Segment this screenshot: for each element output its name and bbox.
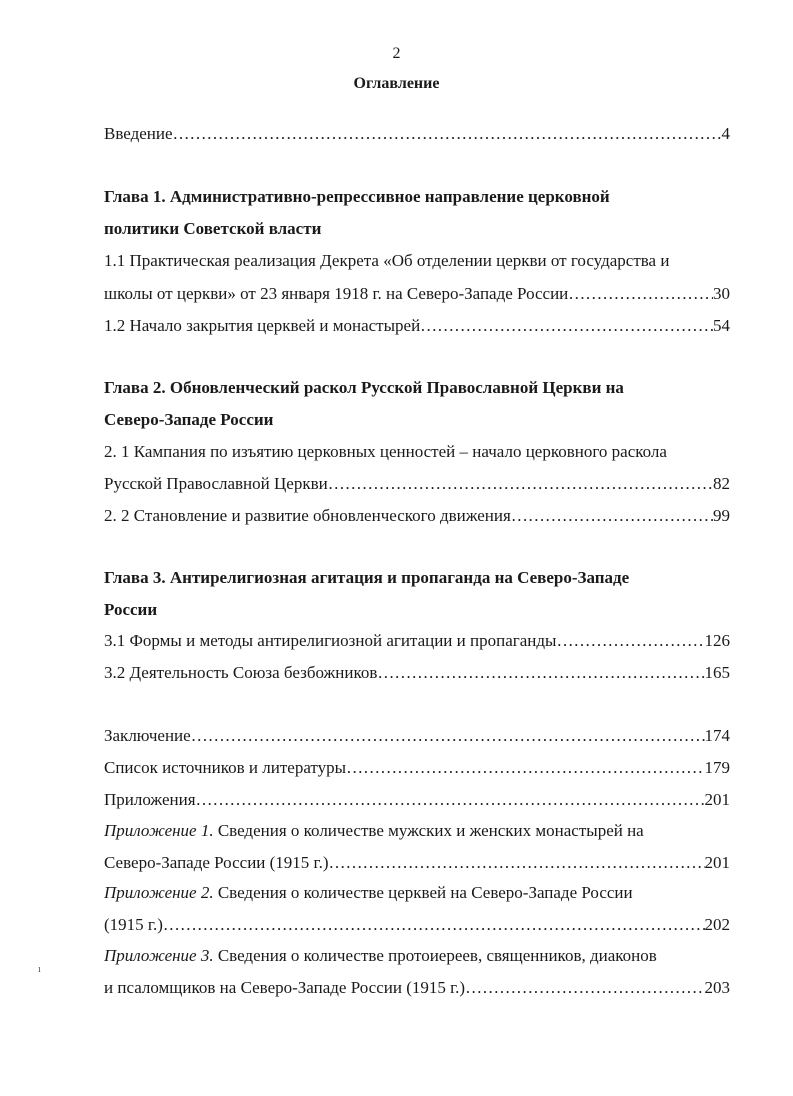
leader-dots [163, 914, 705, 936]
toc-entry-app3[interactable] [104, 945, 730, 967]
leader-dots [173, 123, 722, 145]
toc-label: Список источников и литературы [104, 758, 347, 777]
toc-entry-intro[interactable] [104, 123, 730, 145]
leader-dots [420, 315, 713, 337]
toc-entry-sources[interactable] [104, 757, 730, 779]
leader-dots [556, 630, 704, 652]
toc-page: 165 [704, 663, 730, 682]
toc-page: 201 [704, 790, 730, 809]
toc-entry-appendices[interactable] [104, 789, 730, 811]
chapter1-heading: Глава 1. Административно-репрессивное направление церковной [104, 187, 610, 206]
toc-page: 174 [704, 726, 730, 745]
toc-entry-1-1-cont[interactable] [104, 283, 730, 305]
appendix-prefix: Приложение 3. [104, 946, 214, 965]
toc-label: и псаломщиков на Северо-Западе России (1915 г.) [104, 978, 466, 997]
toc-page: 126 [704, 631, 730, 650]
chapter2-heading-cont: Северо-Западе России [104, 410, 274, 429]
leader-dots [377, 662, 704, 684]
leader-dots [329, 852, 705, 874]
toc-label: Введение [104, 124, 173, 143]
appendix-text: Сведения о количестве протоиереев, священников, диаконов [213, 946, 657, 965]
toc-entry-app1-cont[interactable] [104, 852, 730, 874]
chapter3-heading-cont: России [104, 600, 158, 619]
toc-label: 3.2 Деятельность Союза безбожников [104, 663, 378, 682]
toc-page: 54 [713, 316, 730, 335]
toc-page: 201 [704, 853, 730, 872]
toc-page: 203 [704, 978, 730, 997]
leader-dots [568, 283, 713, 305]
margin-mark: ı [38, 964, 41, 975]
toc-entry-app1[interactable] [104, 820, 730, 842]
toc-page: 82 [713, 474, 730, 493]
chapter2-heading: Глава 2. Обновленческий раскол Русской Православной Церкви на [104, 378, 624, 397]
toc-entry-1-1[interactable]: 1.1 Практическая реализация Декрета «Об отделении церкви от государства и [104, 251, 670, 270]
toc-entry-app3-cont[interactable] [104, 977, 730, 999]
chapter3-heading: Глава 3. Антирелигиозная агитация и пропаганда на Северо-Западе [104, 568, 630, 587]
chapter1-heading-cont: политики Советской власти [104, 219, 322, 238]
toc-page: 202 [704, 915, 730, 934]
toc-page: 99 [713, 506, 730, 525]
toc-entry-1-2[interactable] [104, 315, 730, 337]
toc-page: 179 [704, 758, 730, 777]
toc-entry-2-1[interactable]: 2. 1 Кампания по изъятию церковных ценностей – начало церковного раскола [104, 442, 667, 461]
leader-dots [346, 757, 704, 779]
appendix-prefix: Приложение 2. [104, 883, 214, 902]
page-number: 2 [392, 45, 401, 62]
appendix-text: Сведения о количестве мужских и женских монастырей на [213, 821, 644, 840]
toc-entry-app2[interactable] [104, 882, 730, 904]
toc-label: Заключение [104, 726, 191, 745]
appendix-text: Сведения о количестве церквей на Северо-Западе России [213, 883, 633, 902]
toc-label: 1.2 Начало закрытия церквей и монастырей [104, 316, 421, 335]
toc-entry-2-2[interactable] [104, 505, 730, 527]
leader-dots [511, 505, 713, 527]
toc-page: 4 [721, 124, 730, 143]
toc-label: 3.1 Формы и методы антирелигиозной агитации и пропаганды [104, 631, 557, 650]
appendix-prefix: Приложение 1. [104, 821, 214, 840]
toc-entry-app2-cont[interactable] [104, 914, 730, 936]
toc-entry-3-1[interactable] [104, 630, 730, 652]
leader-dots [465, 977, 704, 999]
leader-dots [191, 725, 705, 747]
toc-label: школы от церкви» от 23 января 1918 г. на Северо-Западе России [104, 284, 569, 303]
toc-entry-2-1-cont[interactable] [104, 473, 730, 495]
toc-entry-conclusion[interactable] [104, 725, 730, 747]
toc-label: Русской Православной Церкви [104, 474, 328, 493]
leader-dots [196, 789, 705, 811]
leader-dots [328, 473, 713, 495]
toc-label: (1915 г.) [104, 915, 163, 934]
toc-label: Северо-Западе России (1915 г.) [104, 853, 329, 872]
toc-label: 2. 2 Становление и развитие обновленческого движения [104, 506, 511, 525]
toc-page: 30 [713, 284, 730, 303]
toc-label: Приложения [104, 790, 196, 809]
page-title: Оглавление [353, 75, 440, 92]
toc-entry-3-2[interactable] [104, 662, 730, 684]
